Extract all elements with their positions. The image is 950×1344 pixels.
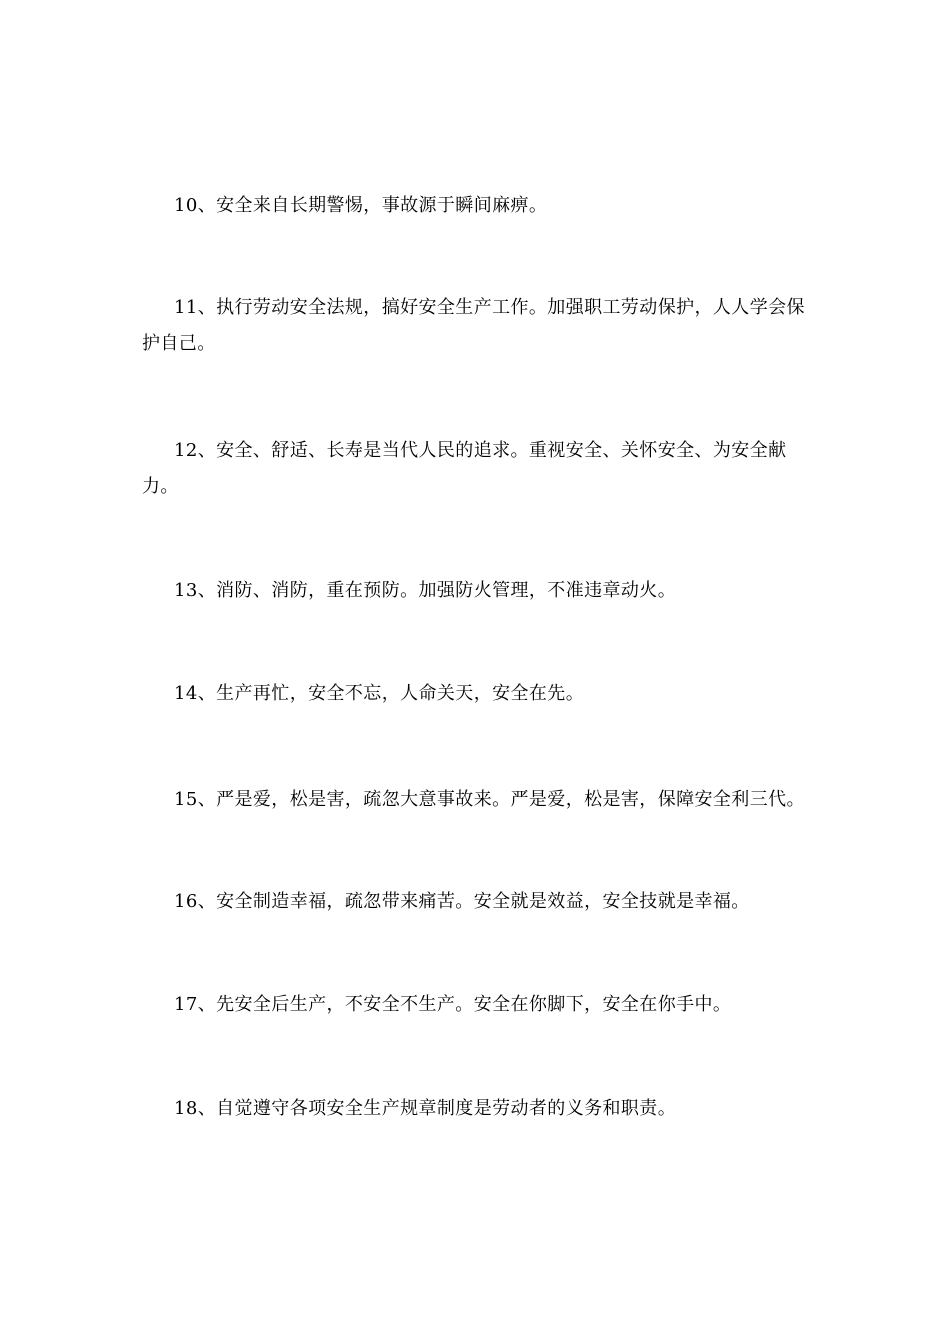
slogan-paragraph-13: 13、消防、消防，重在预防。加强防火管理，不准违章动火。: [174, 580, 677, 601]
slogan-paragraph-12: 12、安全、舒适、长寿是当代人民的追求。重视安全、关怀安全、为安全献力。: [142, 440, 787, 497]
slogan-paragraph-18: 18、自觉遵守各项安全生产规章制度是劳动者的义务和职责。: [174, 1098, 677, 1119]
slogan-paragraph-17: 17、先安全后生产，不安全不生产。安全在你脚下，安全在你手中。: [174, 994, 732, 1015]
slogan-paragraph-10: 10、安全来自长期警惕，事故源于瞬间麻痹。: [174, 195, 548, 216]
slogan-paragraph-11: 11、执行劳动安全法规，搞好安全生产工作。加强职工劳动保护，人人学会保护自己。: [142, 297, 805, 354]
slogan-paragraph-14: 14、生产再忙，安全不忘，人命关天，安全在先。: [174, 683, 585, 704]
slogan-paragraph-15: 15、严是爱，松是害，疏忽大意事故来。严是爱，松是害，保障安全利三代。: [174, 789, 805, 810]
slogan-paragraph-16: 16、安全制造幸福，疏忽带来痛苦。安全就是效益，安全技就是幸福。: [174, 891, 750, 912]
